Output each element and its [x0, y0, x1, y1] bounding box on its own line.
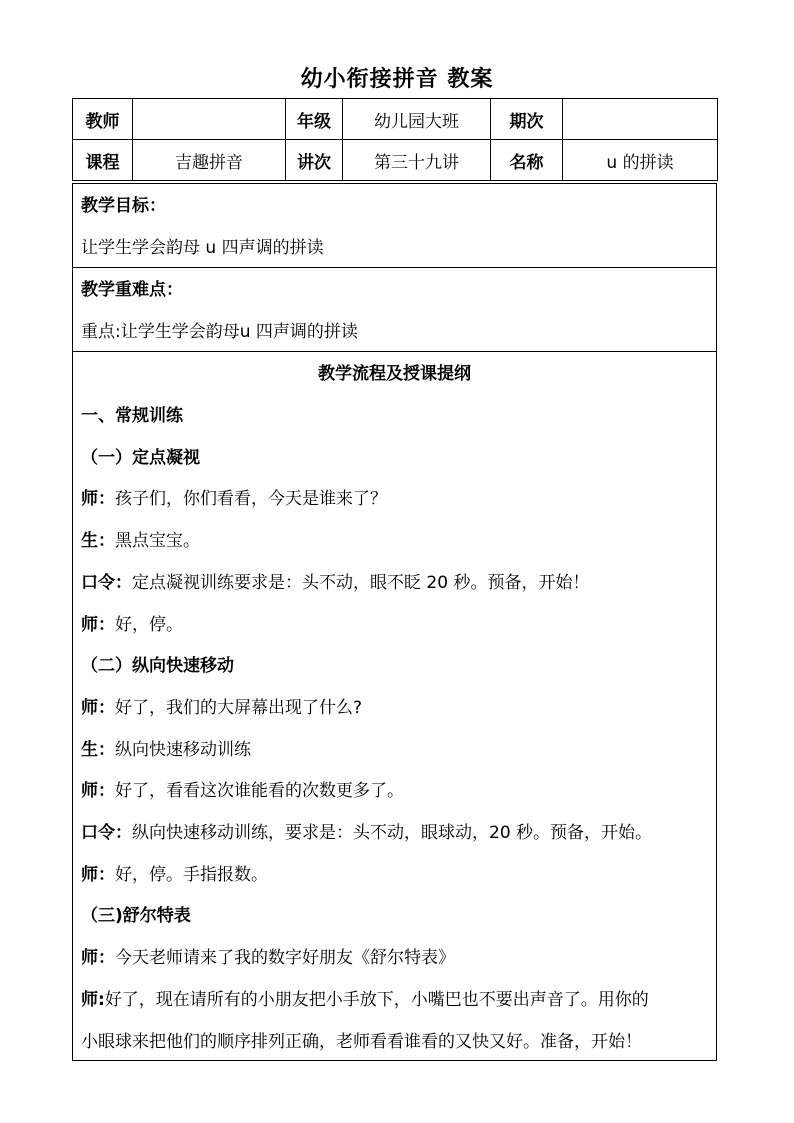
goal-heading: 教学目标： — [81, 196, 166, 216]
line-text: 好，停。 — [115, 615, 183, 635]
name-label: 名称 — [491, 140, 563, 181]
speaker-label: 生： — [81, 531, 115, 551]
flow-line — [81, 447, 200, 469]
flow-line — [81, 405, 183, 427]
period-value — [563, 99, 718, 140]
line-text: 好了，现在请所有的小朋友把小手放下，小嘴巴也不要出声音了。用你的 — [104, 990, 649, 1010]
lecture-value: 第三十九讲 — [343, 140, 491, 181]
flow-line — [81, 530, 200, 552]
line-text: 黑点宝宝。 — [115, 531, 200, 551]
flow-line — [81, 864, 268, 886]
line-text: 小眼球来把他们的顺序排列正确，老师看看谁看的又快又好。准备，开始！ — [81, 1032, 642, 1052]
speaker-label: 师： — [81, 865, 115, 885]
grade-value: 幼儿园大班 — [343, 99, 491, 140]
info-row-2 — [73, 140, 718, 181]
grade-label: 年级 — [286, 99, 343, 140]
flow-line — [81, 947, 455, 969]
name-value: u 的拼读 — [563, 140, 718, 181]
flow-line — [81, 655, 234, 677]
flow-line — [81, 905, 191, 927]
key-points-section — [72, 267, 717, 352]
flow-line — [81, 989, 649, 1011]
lecture-label: 讲次 — [286, 140, 343, 181]
line-text: （三)舒尔特表 — [81, 906, 191, 926]
teaching-flow-section — [72, 351, 717, 1061]
course-value: 吉趣拼音 — [133, 140, 286, 181]
speaker-label: 师： — [81, 698, 115, 718]
speaker-label: 师： — [81, 948, 115, 968]
line-text: 好，停。手指报数。 — [115, 865, 268, 885]
lesson-info-table — [72, 98, 718, 181]
key-points-text: 重点:让学生学会韵母u 四声调的拼读 — [81, 322, 358, 342]
key-points-heading: 教学重难点： — [81, 280, 183, 300]
line-text: （二）纵向快速移动 — [81, 656, 234, 676]
flow-line — [81, 780, 404, 802]
line-text: 今天老师请来了我的数字好朋友《舒尔特表》 — [115, 948, 455, 968]
line-text: （一）定点凝视 — [81, 448, 200, 468]
line-text: 纵向快速移动训练，要求是：头不动，眼球动，20 秒。预备，开始。 — [132, 823, 653, 843]
line-text: 好了，我们的大屏幕出现了什么? — [115, 698, 363, 718]
speaker-label: 师: — [81, 990, 105, 1010]
document-title: 幼小衔接拼音 教案 — [300, 67, 494, 92]
flow-line — [81, 739, 251, 761]
line-text: 好了，看看这次谁能看的次数更多了。 — [115, 781, 404, 801]
line-text: 一、常规训练 — [81, 406, 183, 426]
flow-line — [81, 1031, 642, 1053]
speaker-label: 师： — [81, 615, 115, 635]
flow-line — [81, 697, 362, 719]
flow-line — [81, 572, 589, 594]
flow-line — [81, 822, 652, 844]
speaker-label: 生： — [81, 740, 115, 760]
speaker-label: 口令： — [81, 573, 132, 593]
line-text: 孩子们，你们看看，今天是谁来了？ — [115, 489, 387, 509]
flow-heading: 教学流程及授课提纲 — [318, 364, 471, 384]
course-label: 课程 — [73, 140, 133, 181]
line-text: 定点凝视训练要求是：头不动，眼不眨 20 秒。预备，开始！ — [132, 573, 590, 593]
flow-line — [81, 614, 183, 636]
info-row-1 — [73, 99, 718, 140]
speaker-label: 师： — [81, 781, 115, 801]
speaker-label: 师： — [81, 489, 115, 509]
goal-text: 让学生学会韵母 u 四声调的拼读 — [81, 238, 324, 258]
teacher-value — [133, 99, 286, 140]
flow-line — [81, 488, 387, 510]
period-label: 期次 — [491, 99, 563, 140]
teaching-goal-section — [72, 183, 717, 268]
line-text: 纵向快速移动训练 — [115, 740, 251, 760]
teacher-label: 教师 — [73, 99, 133, 140]
speaker-label: 口令： — [81, 823, 132, 843]
